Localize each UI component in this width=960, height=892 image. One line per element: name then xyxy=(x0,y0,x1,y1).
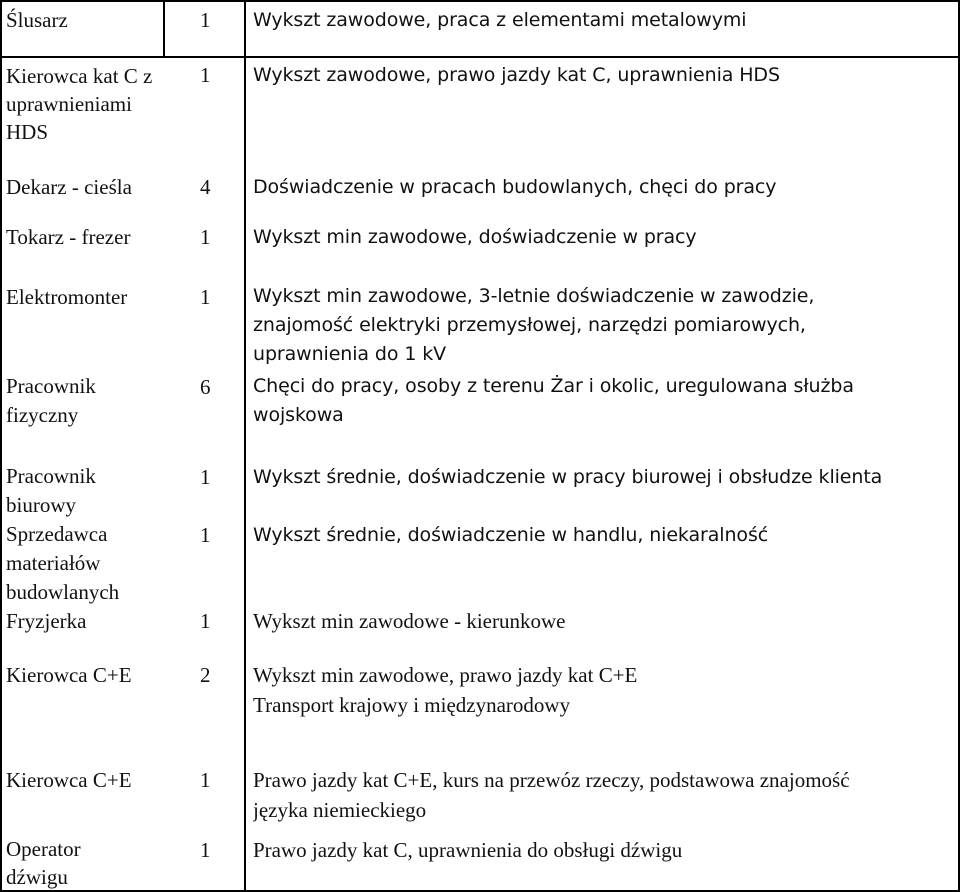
job-title: Pracownik biurowy xyxy=(6,464,96,517)
job-requirements: Wykszt min zawodowe, prawo jazdy kat C+E Transport krajowy i międzynarodowy xyxy=(253,663,638,717)
job-title: Tokarz - frezer xyxy=(6,225,131,249)
job-title: Sprzedawca materiałów budowlanych xyxy=(6,522,120,604)
table-border-left xyxy=(0,0,2,892)
job-requirements: Wykszt min zawodowe, doświadczenie w pracy xyxy=(253,226,697,248)
job-requirements: Prawo jazdy kat C+E, kurs na przewóz rzeczy, podstawowa znajomość języka niemieckiego xyxy=(253,768,850,822)
job-count: 2 xyxy=(200,663,211,687)
job-title: Elektromonter xyxy=(6,285,128,309)
job-requirements: Prawo jazdy kat C, uprawnienia do obsługi dźwigu xyxy=(253,838,683,862)
job-count: 1 xyxy=(200,768,211,792)
job-title: Fryzjerka xyxy=(6,609,87,633)
job-title: Operator dźwigu xyxy=(6,837,81,889)
job-requirements: Wykszt zawodowe, prawo jazdy kat C, uprawnienia HDS xyxy=(253,64,780,86)
job-requirements: Doświadczenie w pracach budowlanych, chęci do pracy xyxy=(253,176,777,198)
job-count: 1 xyxy=(200,63,211,87)
job-requirements: Wykszt min zawodowe, 3-letnie doświadczenie w zawodzie, znajomość elektryki przemysłowej, narzędzi pomiarowych, uprawnienia do 1 kV xyxy=(253,285,815,365)
job-count: 1 xyxy=(200,838,211,862)
table-divider-col1 xyxy=(163,0,165,56)
job-title: Dekarz - cieśla xyxy=(6,175,132,199)
job-title: Kierowca C+E xyxy=(6,768,132,792)
job-count: 6 xyxy=(200,375,211,399)
job-requirements: Wykszt średnie, doświadczenie w handlu, niekaralność xyxy=(253,524,769,546)
job-count: 1 xyxy=(200,225,211,249)
job-title: Pracownik fizyczny xyxy=(6,374,96,427)
job-title: Kierowca C+E xyxy=(6,663,132,687)
table-divider-col2 xyxy=(244,0,246,892)
job-count: 1 xyxy=(200,8,211,32)
job-requirements: Wykszt średnie, doświadczenie w pracy biurowej i obsłudze klienta xyxy=(253,466,883,488)
table-row xyxy=(6,5,158,36)
job-title: Ślusarz xyxy=(6,8,68,32)
job-count: 1 xyxy=(200,285,211,309)
job-count: 1 xyxy=(200,523,211,547)
job-count: 1 xyxy=(200,465,211,489)
job-requirements: Chęci do pracy, osoby z terenu Żar i okolic, uregulowana służba wojskowa xyxy=(253,375,854,426)
row-divider-1 xyxy=(0,56,960,58)
job-requirements: Wykszt zawodowe, praca z elementami metalowymi xyxy=(253,9,747,31)
job-title: Kierowca kat C z uprawnieniami HDS xyxy=(6,64,153,144)
job-requirements: Wykszt min zawodowe - kierunkowe xyxy=(253,609,566,633)
job-count: 1 xyxy=(200,609,211,633)
table-border-top xyxy=(0,0,960,2)
job-count: 4 xyxy=(200,175,211,199)
